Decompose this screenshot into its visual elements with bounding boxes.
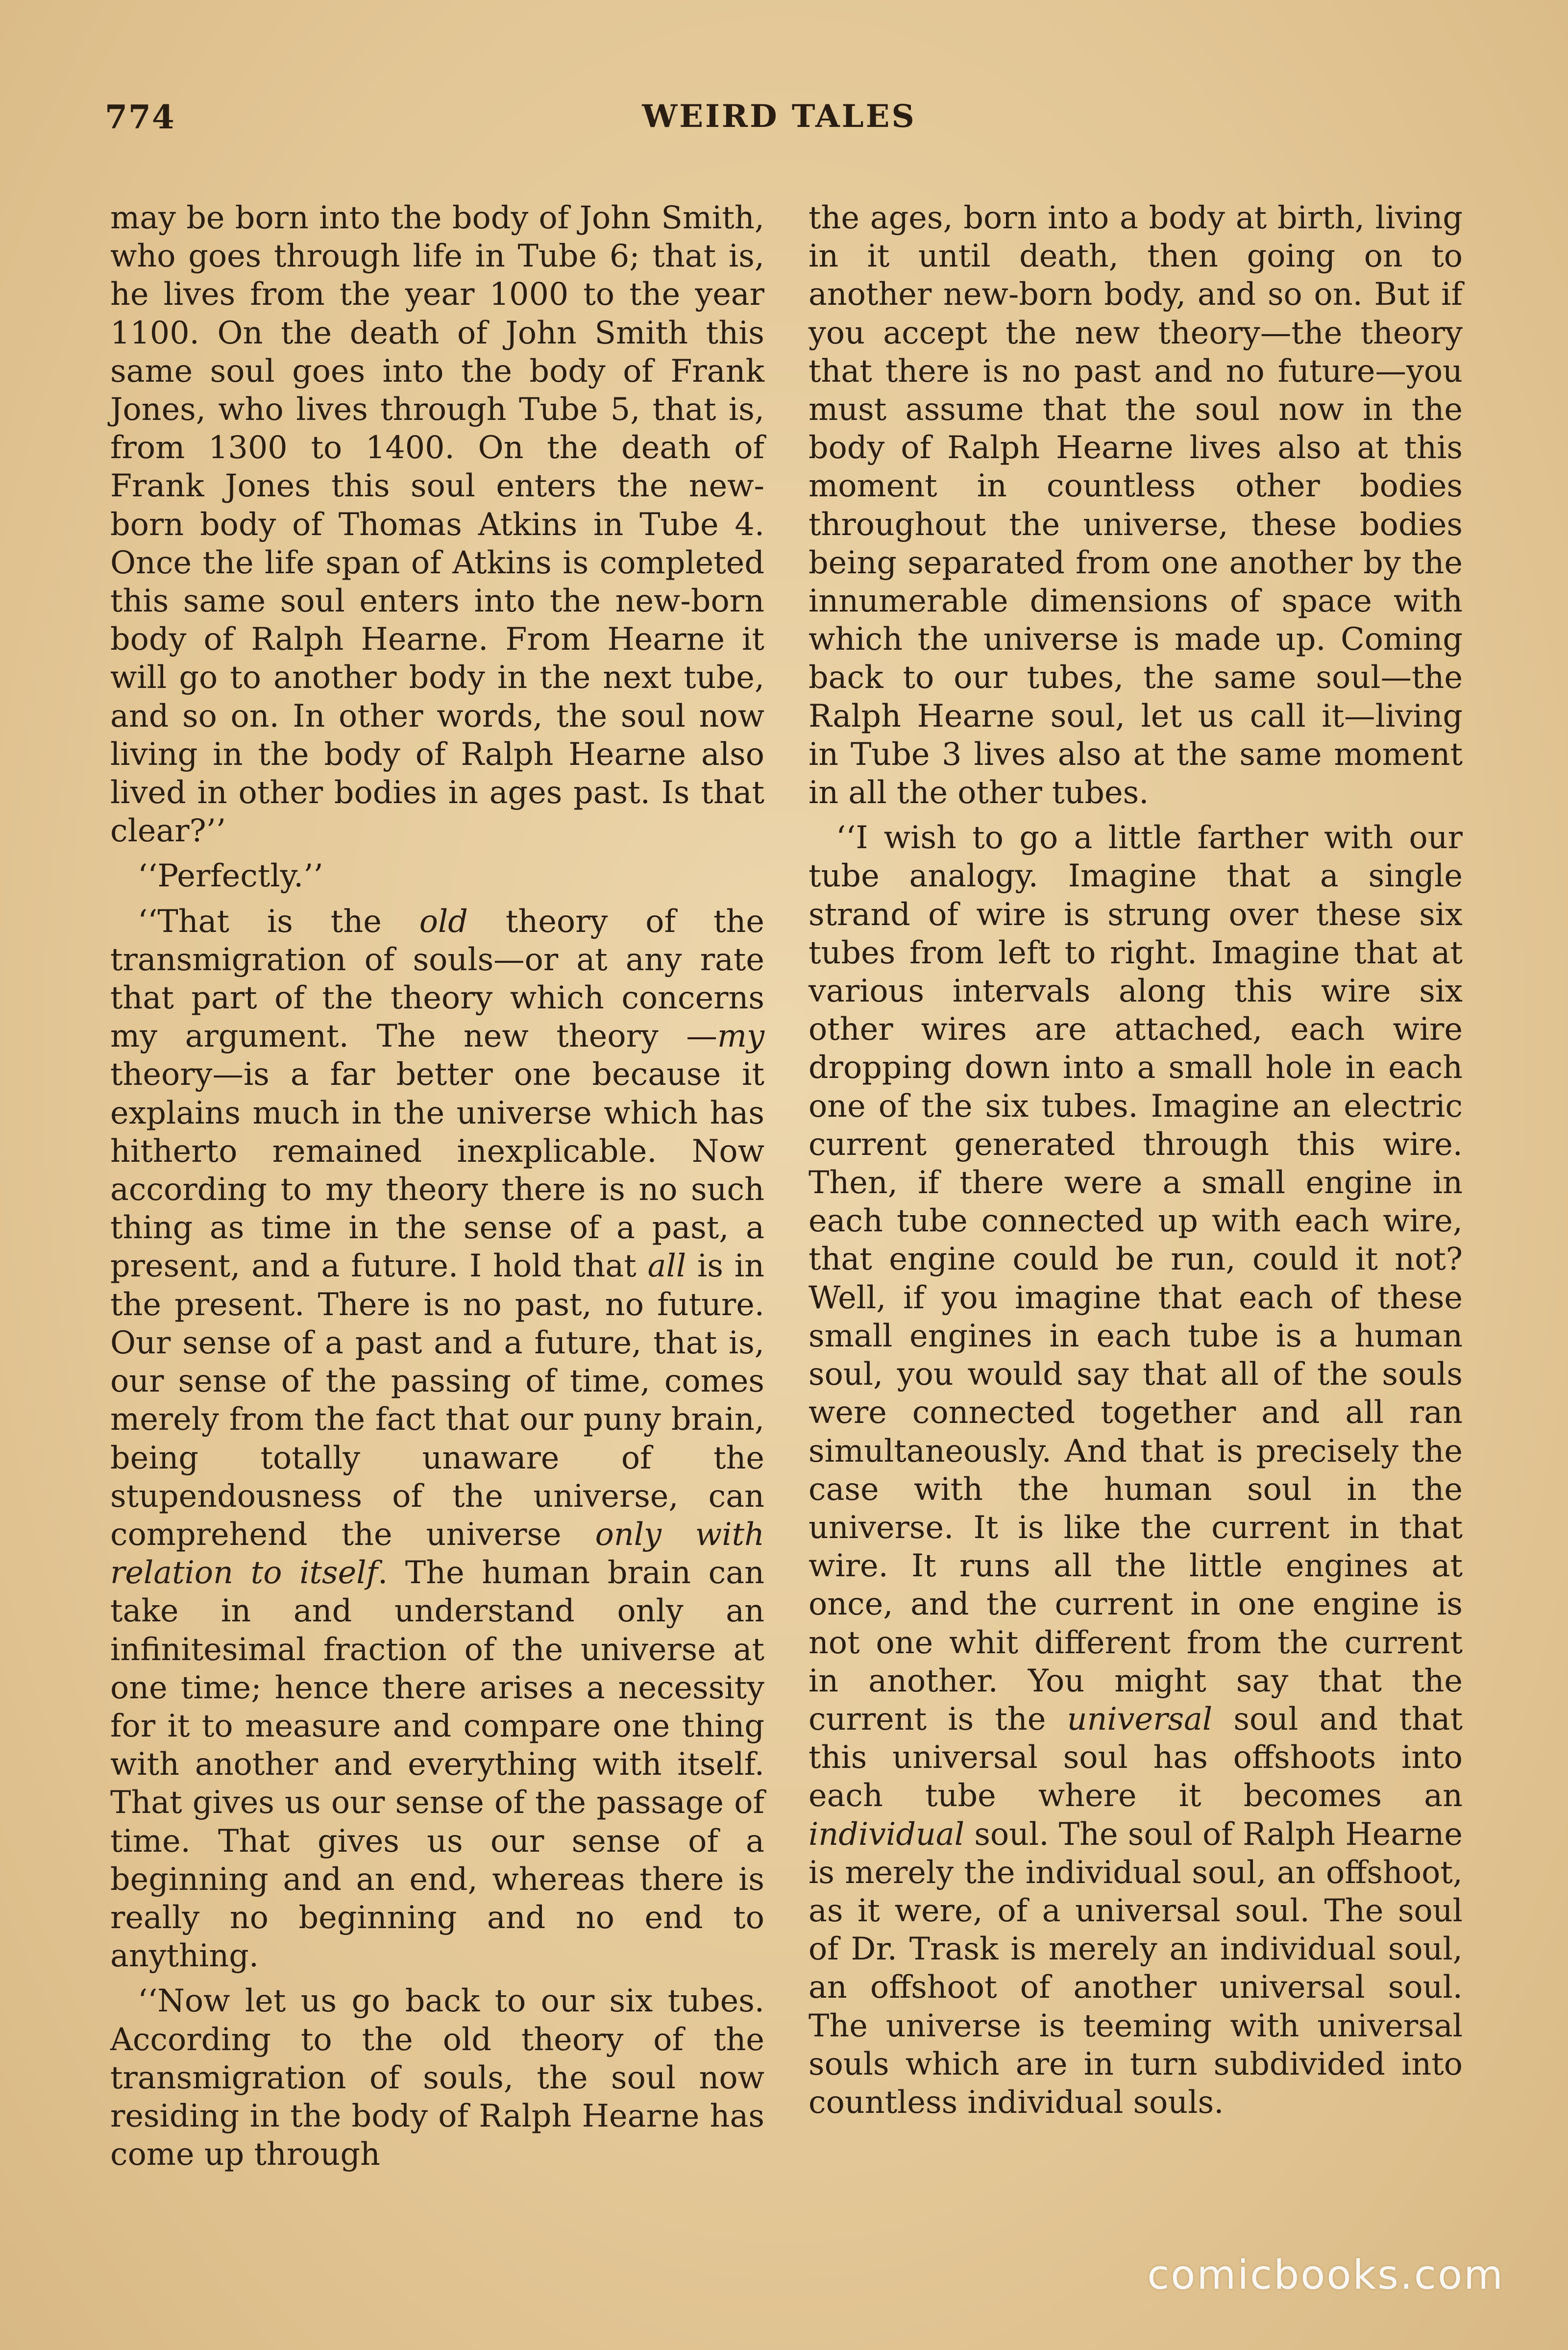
emphasis: only with relation to itself [110, 1516, 764, 1591]
page-number: 774 [105, 98, 175, 136]
paragraph-text: theory of the transmigration of souls—or at any rate that part of the theory which concerns my argument. The new theory — [110, 903, 764, 1054]
watermark: comicbooks.com [1147, 2252, 1504, 2299]
emphasis: all [647, 1248, 686, 1284]
paragraph-text: ‘‘I wish to go a little farther with our tube analogy. Imagine that a single strand of wire is strung over these six tubes from left to right. Imagine that at various intervals along this wire six other wires are attached, each wire dropping down into a small hole in each one of the six tubes. Imagine an electric current generated through this wire. Then, if there were a small engine in each tube connected up with each wire, that engine could be run, could it not? Well, if you imagine that each of these small engines in each tube is a human soul, you would say that all of the souls were connected together and all ran simultaneously. And that is precisely the case with the human soul in the universe. It is like the current in that wire. It runs all the little engines at once, and the current in one engine is not one whit different from the current in another. You might say that the current is the [808, 819, 1463, 1737]
emphasis: old [419, 903, 468, 939]
paragraph [808, 818, 1463, 2121]
paragraph-text: ‘‘That is the [138, 903, 419, 939]
running-title: WEIRD TALES [642, 98, 916, 135]
paragraph-text: soul. The soul of Ralph Hearne is merely the individual soul, an offshoot, as it were, of a universal soul. The soul of Dr. Trask is merely an individual soul, an offshoot of another universal soul. The universe is teeming with universal souls which are in turn subdivided into countless individual souls. [808, 1815, 1463, 2120]
paragraph-text: . The human brain can take in and understand only an infinitesimal fraction of the universe at one time; hence there arises a necessity for it to measure and compare one thing with another and everything with itself. That gives us our sense of the passage of time. That gives us our sense of a beginning and an end, whereas there is really no beginning and no end to anything. [110, 1554, 764, 1974]
paragraph-text: theory—is a far better one because it explains much in the universe which has hitherto remained inexplicable. Now according to my theory there is no such thing as time in the sense of a past, a present, and a future. I hold that [110, 1056, 764, 1284]
left-column [110, 198, 764, 2180]
paragraph: ‘‘Perfectly.’’ [138, 857, 323, 894]
paragraph-text: soul and that this universal soul has offshoots into each tube where it becomes an [808, 1700, 1463, 1814]
paragraph: the ages, born into a body at birth, living in it until death, then going on to another new-born body, and so on. But if you accept the new theory—the theory that there is no past and no future—you must assume that the soul now in the body of Ralph Hearne lives also at this moment in countless other bodies throughout the universe, these bodies being separated from one another by the innumerable dimensions of space with which the universe is made up. Coming back to our tubes, the same soul—the Ralph Hearne soul, let us call it—living in Tube 3 lives also at the same moment in all the other tubes. [808, 199, 1463, 811]
emphasis: individual [808, 1815, 965, 1852]
paragraph: may be born into the body of John Smith, who goes through life in Tube 6; that is, he lives from the year 1000 to the year 1100. On the death of John Smith this same soul goes into the body of Frank Jones, who lives through Tube 5, that is, from 1300 to 1400. On the death of Frank Jones this soul enters the new-born body of Thomas Atkins in Tube 4. Once the life span of Atkins is completed this same soul enters into the new-born body of Ralph Hearne. From Hearne it will go to another body in the next tube, and so on. In other words, the soul now living in the body of Ralph Hearne also lived in other bodies in ages past. Is that clear?’’ [110, 199, 764, 849]
emphasis: my [717, 1018, 764, 1054]
paragraph [110, 902, 764, 1975]
page-header [98, 98, 1460, 142]
emphasis: universal [1067, 1700, 1213, 1737]
right-column [808, 198, 1463, 2128]
paragraph-text: is in the present. There is no past, no future. Our sense of a past and a future, that is, our sense of the passing of time, comes merely from the fact that our puny brain, being totally unaware of the stupendousness of the universe, can comprehend the universe [110, 1248, 764, 1552]
paragraph: ‘‘Now let us go back to our six tubes. According to the old theory of the transmigration of souls, the soul now residing in the body of Ralph Hearne has come up through [110, 1983, 764, 2173]
